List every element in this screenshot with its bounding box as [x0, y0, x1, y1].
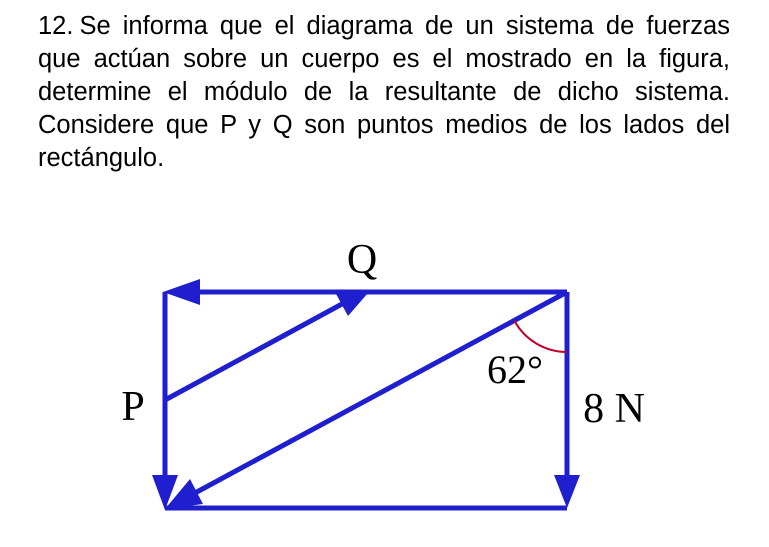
problem-text: Se informa que el diagrama de un sistema de fuerzas que actúan sobre un cuerpo es el mostrado en la figura, determine el módulo de la resultante de dicho sistema. Considere que P y Q son puntos medios de los lados del rectángulo.	[38, 12, 730, 172]
label-force: 8 N	[583, 386, 645, 432]
label-q: Q	[346, 237, 378, 283]
arrowhead-right-down	[554, 475, 580, 508]
label-angle: 62°	[487, 347, 543, 392]
force-vectors	[152, 279, 580, 510]
arrowhead-top-left	[163, 279, 200, 305]
vector-p-to-q	[165, 304, 342, 400]
label-p: P	[121, 384, 145, 430]
problem-number: 12.	[38, 12, 74, 40]
vector-diagonal	[195, 292, 567, 493]
